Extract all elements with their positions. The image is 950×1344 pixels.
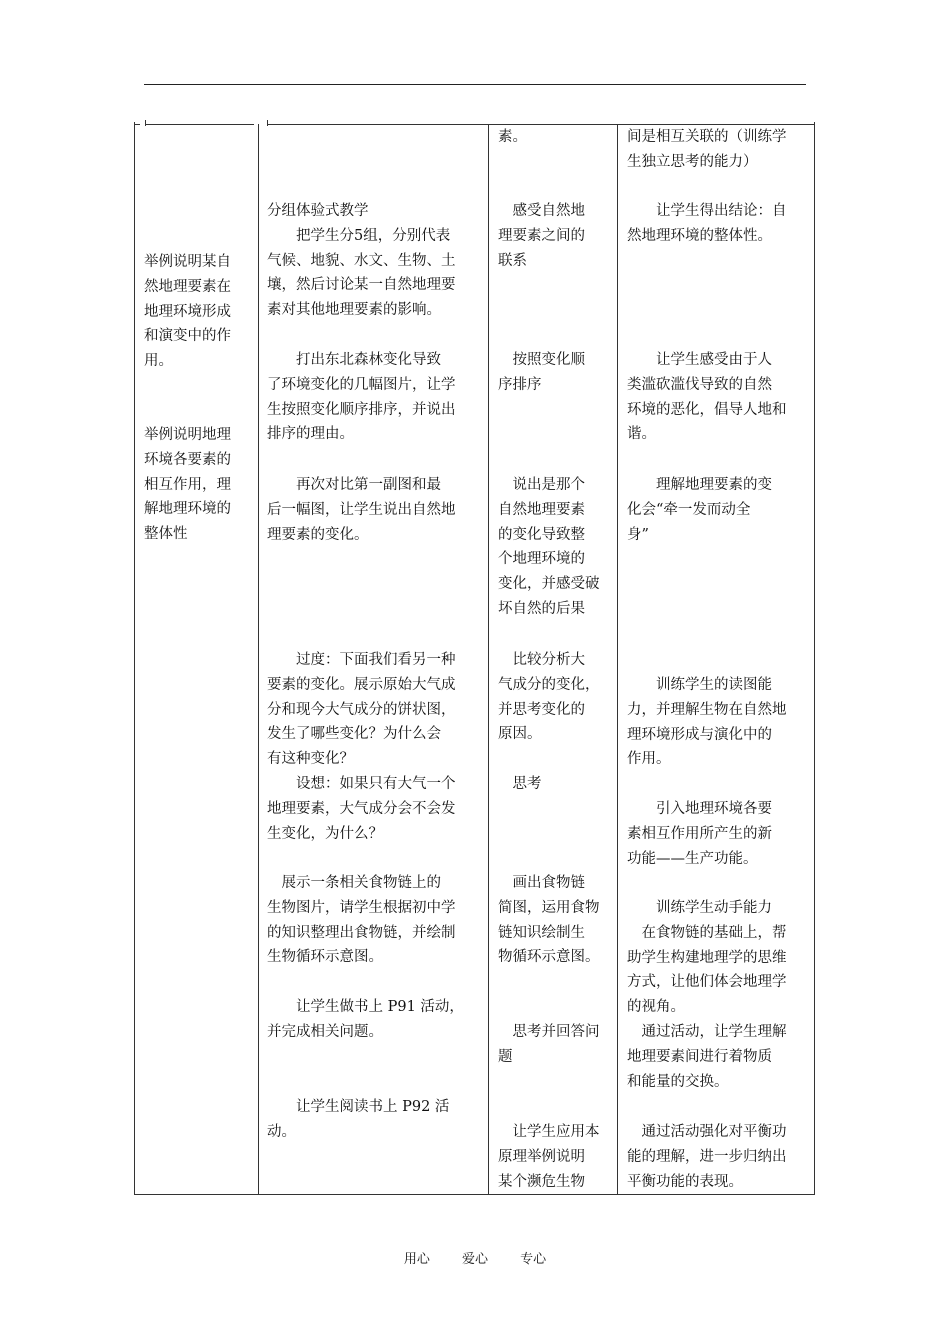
- text-line: 功能——生产功能。: [627, 850, 758, 867]
- text-line: 举例说明地理: [144, 427, 231, 443]
- text-line: 通过活动强化对平衡功: [627, 1124, 787, 1140]
- text-line: 把学生分5组，分别代表: [267, 227, 451, 244]
- text-line: 变化，并感受破: [498, 576, 600, 593]
- text-line: 题: [498, 1048, 513, 1065]
- student-activity: [498, 648, 609, 747]
- teacher-activity: [267, 473, 480, 547]
- text-line: 助学生构建地理学的思维: [627, 949, 787, 966]
- text-line: 说出是那个: [498, 477, 585, 493]
- student-activity: [498, 871, 609, 970]
- design-intent: [627, 1120, 807, 1194]
- text-line: 原理举例说明: [498, 1148, 585, 1165]
- text-line: 整体性: [144, 526, 188, 543]
- text-line: 训练学生的读图能: [627, 677, 772, 693]
- text-line: 素对其他地理要素的影响。: [267, 302, 441, 319]
- table-corner-tick: [145, 120, 146, 126]
- text-line: 联系: [498, 252, 527, 269]
- text-line: 让学生得出结论：自: [627, 203, 787, 219]
- text-line: 有这种变化？: [267, 751, 354, 768]
- design-intent: [627, 673, 807, 772]
- text-line: 化会“牵一发而动全: [627, 501, 751, 518]
- text-line: 解地理环境的: [144, 501, 231, 518]
- student-activity: [498, 772, 609, 797]
- text-line: 动。: [267, 1123, 296, 1140]
- text-line: 感受自然地: [498, 203, 585, 219]
- text-line: 自然地理要素: [498, 501, 585, 518]
- table-top-edge-col1: [146, 124, 254, 125]
- teacher-activity: [267, 199, 480, 323]
- text-line: 的变化导致整: [498, 526, 585, 543]
- text-line: 画出食物链: [498, 875, 585, 891]
- text-line: 环境的恶化，倡导人地和: [627, 401, 787, 418]
- design-intent: [627, 348, 807, 447]
- student-activity: [498, 348, 609, 398]
- teacher-activity: [267, 871, 480, 970]
- text-line: 谐。: [627, 426, 656, 443]
- text-line: 让学生应用本: [498, 1124, 600, 1140]
- table-top-edge-left: [134, 124, 140, 125]
- text-line: 力，并理解生物在自然地: [627, 701, 787, 718]
- objective-block: [144, 250, 250, 374]
- text-line: 再次对比第一副图和最: [267, 477, 441, 493]
- text-line: 简图，运用食物: [498, 899, 600, 916]
- text-line: 环境各要素的: [144, 451, 231, 468]
- text-line: 壤，然后讨论某一自然地理要: [267, 277, 456, 294]
- design-intent: [627, 125, 807, 175]
- text-line: 地理要素间进行着物质: [627, 1048, 772, 1065]
- teacher-activity: [267, 995, 480, 1045]
- text-line: 按照变化顺: [498, 352, 585, 368]
- text-line: 思考: [498, 776, 542, 792]
- footer-item: 用心: [403, 1252, 430, 1267]
- text-line: 分和现今大气成分的饼状图，: [267, 701, 456, 718]
- text-line: 并思考变化的: [498, 701, 585, 718]
- text-line: 气候、地貌、水文、生物、土: [267, 252, 456, 269]
- text-line: 理环境形成与演化中的: [627, 726, 772, 743]
- text-line: 发生了哪些变化？为什么会: [267, 726, 441, 743]
- text-line: 举例说明某自: [144, 254, 231, 270]
- text-line: 生变化，为什么？: [267, 825, 383, 842]
- text-line: 让学生感受由于人: [627, 352, 772, 368]
- text-line: 然地理要素在: [144, 278, 231, 295]
- text-line: 素。: [498, 129, 527, 145]
- text-line: 并完成相关问题。: [267, 1023, 383, 1040]
- text-line: 然地理环境的整体性。: [627, 227, 772, 244]
- text-line: 生按照变化顺序排序，并说出: [267, 401, 456, 418]
- text-line: 引入地理环境各要: [627, 801, 772, 817]
- design-intent: [627, 1020, 807, 1094]
- text-line: 气成分的变化，: [498, 676, 600, 693]
- text-line: 生独立思考的能力）: [627, 153, 758, 170]
- text-line: 和演变中的作: [144, 328, 231, 345]
- teacher-activity: [267, 348, 480, 447]
- text-line: 个地理环境的: [498, 551, 585, 568]
- student-activity: [498, 125, 609, 150]
- design-intent: [627, 473, 807, 547]
- text-line: 生物循环示意图。: [267, 949, 383, 966]
- student-activity: [498, 199, 609, 273]
- text-line: 打出东北森林变化导致: [267, 352, 441, 368]
- footer-item: 专心: [520, 1252, 547, 1267]
- text-line: 物循环示意图。: [498, 949, 600, 966]
- objective-block: [144, 423, 250, 547]
- text-line: 排序的理由。: [267, 426, 354, 443]
- text-line: 素相互作用所产生的新: [627, 825, 772, 842]
- text-line: 能的理解，进一步归纳出: [627, 1148, 787, 1165]
- text-line: 过度：下面我们看另一种: [267, 652, 456, 668]
- student-activity: [498, 473, 609, 622]
- text-line: 某个濒危生物: [498, 1173, 585, 1190]
- design-intent: [627, 797, 807, 871]
- text-line: 生物图片，请学生根据初中学: [267, 899, 456, 916]
- student-activity: [498, 1120, 609, 1194]
- design-intent: [627, 896, 807, 1020]
- text-line: 原因。: [498, 726, 542, 743]
- text-line: 展示一条相关食物链上的: [267, 875, 441, 891]
- text-line: 理要素之间的: [498, 227, 585, 244]
- text-line: 平衡功能的表现。: [627, 1173, 743, 1190]
- text-line: 作用。: [627, 751, 671, 768]
- text-line: 方式，让他们体会地理学: [627, 974, 787, 991]
- column-divider: [488, 124, 489, 1195]
- text-line: 的知识整理出食物链，并绘制: [267, 924, 456, 941]
- text-line: 思考并回答问: [498, 1024, 600, 1040]
- text-line: 的视角。: [627, 999, 685, 1016]
- text-line: 地理环境形成: [144, 303, 231, 320]
- text-line: 理解地理要素的变: [627, 477, 772, 493]
- text-line: 间是相互关联的（训练学: [627, 129, 787, 145]
- student-activity: [498, 1020, 609, 1070]
- text-line: 用。: [144, 353, 173, 370]
- text-line: 序排序: [498, 376, 542, 393]
- text-line: 通过活动，让学生理解: [627, 1024, 787, 1040]
- text-line: 坏自然的后果: [498, 600, 585, 617]
- text-line: 和能量的交换。: [627, 1073, 729, 1090]
- text-line: 让学生做书上 P91 活动，: [267, 999, 464, 1015]
- text-line: 让学生阅读书上 P92 活: [267, 1099, 450, 1115]
- page-footer: [0, 1248, 950, 1267]
- text-line: 链知识绘制生: [498, 924, 585, 941]
- table-corner-tick: [267, 120, 268, 126]
- text-line: 相互作用，理: [144, 476, 231, 493]
- column-divider: [258, 124, 259, 1195]
- text-line: 地理要素，大气成分会不会发: [267, 800, 456, 817]
- text-line: 身”: [627, 526, 649, 543]
- text-line: 分组体验式教学: [267, 203, 369, 219]
- text-line: 比较分析大: [498, 652, 585, 668]
- text-line: 理要素的变化。: [267, 526, 369, 543]
- text-line: 类滥砍滥伐导致的自然: [627, 376, 772, 393]
- text-line: 后一幅图，让学生说出自然地: [267, 501, 456, 518]
- text-line: 在食物链的基础上，帮: [627, 924, 787, 941]
- text-line: 设想：如果只有大气一个: [267, 775, 456, 792]
- design-intent: [627, 199, 807, 249]
- teacher-activity: [267, 1095, 480, 1145]
- footer-item: 爱心: [461, 1252, 488, 1267]
- column-divider: [617, 124, 618, 1195]
- text-line: 训练学生动手能力: [627, 900, 772, 916]
- teacher-activity: [267, 648, 480, 846]
- text-line: 要素的变化。展示原始大气成: [267, 676, 456, 693]
- text-line: 了环境变化的几幅图片，让学: [267, 376, 456, 393]
- header-rule: [144, 84, 806, 85]
